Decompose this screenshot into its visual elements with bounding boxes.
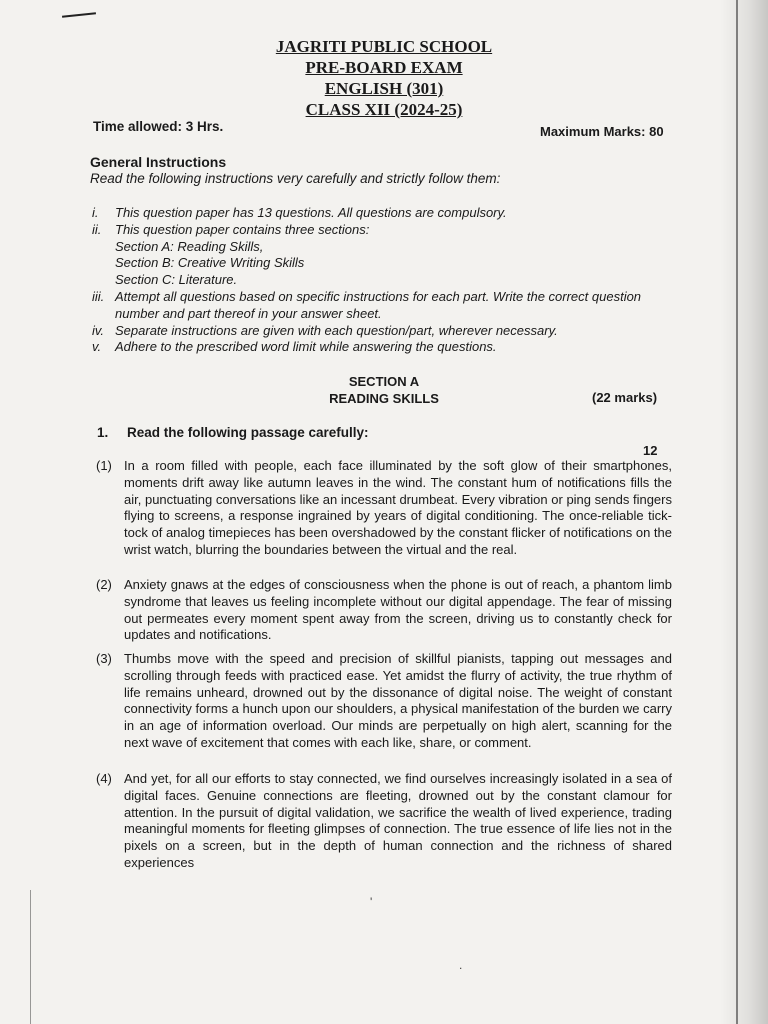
passage-paragraph: [96, 771, 672, 872]
instruction-text: Separate instructions are given with each question/part, wherever necessary.: [115, 322, 558, 338]
instruction-number: ii.: [92, 221, 102, 237]
maximum-marks: Maximum Marks: 80: [540, 124, 664, 139]
scan-shadow-right: [720, 0, 768, 1024]
scan-edge-line-left: [30, 890, 31, 1024]
paper-header: [0, 36, 768, 120]
paragraph-text: In a room filled with people, each face illuminated by the soft glow of their smartphones, moments drift away like autumn leaves in the wind. The constant hum of notifications fills the air, punctuating conversations like an incessant drumbeat. Every vibration or ping sends fingers flying to screens, a response ingrained by years of digital conditioning. The once-reliable tick-tock of analog timepieces has been overshadowed by the constant flicker of notifications on the wrist watch, blurring the boundaries between the virtual and the real.: [124, 458, 672, 557]
section-subtitle: READING SKILLS: [329, 391, 439, 406]
paragraph-number: (1): [96, 458, 112, 473]
instruction-text: Attempt all questions based on specific instructions for each part. Write the correct question number and part thereof in your answer sheet.: [115, 288, 642, 321]
question-text: Read the following passage carefully:: [127, 425, 369, 440]
scan-speck: .: [459, 958, 463, 972]
passage-paragraph: [96, 458, 672, 559]
passage-paragraph: [96, 651, 672, 752]
scan-speck: ': [370, 895, 373, 909]
instruction-item: [92, 205, 682, 222]
instructions-list: [92, 205, 682, 356]
paragraph-text: Thumbs move with the speed and precision of skillful pianists, tapping out messages and scrolling through feeds with practiced ease. Yet amidst the flurry of activity, the true rhythm of life remains unheard, drowned out by the dissonance of digital noise. The weight of constant connectivity forms a hunch upon our shoulders, a physical manifestation of the burden we carry in an age of information overload. Our minds are perpetually on high alert, scanning for the next wave of excitement that comes with each like, share, or comment.: [124, 651, 672, 750]
section-list-item: Section B: Creative Writing Skills: [115, 255, 305, 271]
instruction-number: iii.: [92, 288, 105, 304]
time-allowed: Time allowed: 3 Hrs.: [93, 119, 224, 134]
class-name: CLASS XII (2024-25): [305, 100, 463, 119]
paragraph-number: (3): [96, 651, 112, 666]
instruction-text: Adhere to the prescribed word limit while answering the questions.: [115, 339, 497, 355]
passage-paragraph: [96, 577, 672, 644]
paragraph-number: (2): [96, 577, 112, 592]
exam-name: PRE-BOARD EXAM: [305, 58, 463, 77]
general-instructions-subtitle: Read the following instructions very carefully and strictly follow them:: [90, 171, 501, 186]
section-title: SECTION A: [348, 374, 420, 389]
instruction-item: [92, 222, 682, 239]
subject-name: ENGLISH (301): [324, 79, 444, 98]
section-list-item: Section C: Literature.: [115, 272, 238, 288]
question-heading: [97, 425, 369, 440]
paragraph-text: And yet, for all our efforts to stay connected, we find ourselves increasingly isolated in a sea of digital faces. Genuine connections are fleeting, drowned out by the constant clamour for attention. In the pursuit of digital validation, we sacrifice the wealth of lived experience, trading meaningful moments for fleeting glimpses of connection. The true essence of life lies not in the pixels on a screen, but in the depth of human connection and the richness of shared experiences: [124, 771, 672, 870]
question-number: 1.: [97, 425, 109, 440]
question-marks: 12: [643, 443, 658, 458]
instruction-number: i.: [92, 205, 99, 220]
instruction-number: iv.: [92, 322, 105, 338]
section-list-item: Section A: Reading Skills,: [115, 238, 264, 254]
paragraph-number: (4): [96, 771, 112, 786]
instruction-item: [92, 323, 682, 340]
instruction-item: [92, 339, 682, 356]
instruction-text: This question paper has 13 questions. All questions are compulsory.: [115, 205, 507, 220]
scan-edge-line: [736, 0, 738, 1024]
general-instructions-title: General Instructions: [90, 154, 227, 170]
paragraph-text: Anxiety gnaws at the edges of consciousness when the phone is out of reach, a phantom limb syndrome that leaves us feeling incomplete without our digital appendage. The fear of missing out permeates every moment spent away from the screen, driving us to constantly check for updates and notifications.: [124, 577, 672, 643]
school-name: JAGRITI PUBLIC SCHOOL: [275, 37, 493, 56]
section-marks: (22 marks): [592, 390, 658, 405]
instruction-text: This question paper contains three sections:: [115, 221, 370, 237]
instruction-number: v.: [92, 339, 102, 355]
pen-mark: [62, 12, 96, 18]
instruction-item: [92, 289, 682, 323]
